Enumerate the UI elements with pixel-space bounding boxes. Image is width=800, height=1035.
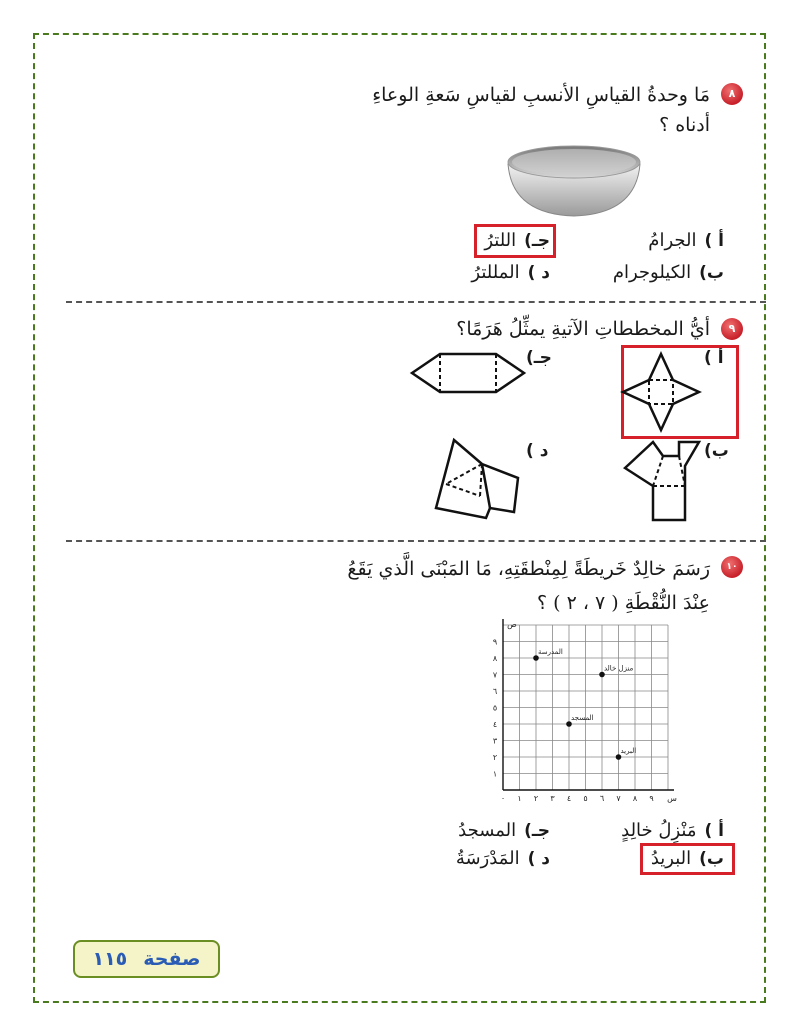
q10-option-b[interactable] (651, 845, 724, 873)
map-point-label: المسجد (571, 714, 594, 722)
hexagonal-prism-net (410, 348, 526, 398)
q8-answer-highlight (474, 224, 556, 258)
triangular-prism-net (434, 438, 520, 522)
y-tick-label: ٨ (492, 654, 498, 663)
y-tick-label: ٢ (492, 753, 498, 762)
q8-option-a-text: الجرامُ (648, 230, 697, 251)
y-axis-label: ص (507, 620, 517, 629)
question-10-line1: رَسَمَ خالِدٌ خَريطَةً لِمِنْطقَتِهِ، مَا المَبْنَى الَّذي يَقَعُ (347, 558, 710, 580)
question-10-line2: عِنْدَ النُّقْطَةِ ( ٧ ، ٢ ) ؟ (537, 592, 710, 614)
map-point-label: المدرسة (538, 648, 563, 656)
q8-option-c-text: اللترُ (484, 230, 517, 251)
q8-option-a-letter: أ ) (704, 231, 724, 251)
separator-2 (66, 540, 766, 542)
bowl-image (504, 140, 644, 220)
q10-option-d-letter: د ) (527, 849, 550, 869)
x-tick-label: ٩ (649, 794, 654, 803)
q10-option-a-letter: أ ) (704, 821, 724, 841)
q8-option-d-text: المللترُ (471, 262, 520, 283)
q10-option-b-text: البريدُ (650, 848, 692, 869)
x-tick-label: ٤ (566, 794, 572, 803)
q8-option-b-text: الكيلوجرام (612, 262, 692, 283)
question-8-badge: ٨ (721, 83, 743, 105)
y-tick-label: ٦ (492, 687, 498, 696)
x-tick-label: ٣ (550, 794, 555, 803)
question-8-text (290, 80, 710, 140)
triangular-pyramid-net (623, 440, 703, 522)
separator-1 (66, 301, 766, 303)
q10-option-a-text: مَنْزِلُ خالِدٍ (621, 820, 697, 841)
q10-option-b-letter: ب) (699, 849, 724, 869)
map-point (566, 721, 572, 727)
x-tick-label: ١ (517, 794, 522, 803)
map-point (599, 672, 605, 678)
map-point (616, 754, 622, 760)
q8-option-d[interactable] (471, 259, 550, 287)
x-tick-label: ٥ (583, 794, 588, 803)
x-tick-label: ٠ (500, 794, 506, 803)
y-tick-label: ٧ (492, 670, 498, 680)
q9-label-b: ب) (704, 441, 729, 461)
question-9-badge: ٩ (721, 318, 743, 340)
q8-option-a[interactable] (648, 227, 724, 255)
x-tick-label: ٧ (616, 794, 621, 803)
coordinate-grid-map (473, 615, 677, 815)
y-tick-label: ٣ (492, 736, 498, 746)
x-tick-label: ٢ (533, 794, 539, 803)
q10-option-c[interactable] (458, 817, 550, 845)
question-10-text (270, 552, 710, 620)
q10-option-a[interactable] (621, 817, 724, 845)
q10-option-c-letter: جـ) (524, 821, 550, 841)
q9-label-a: أ ) (704, 348, 724, 368)
page-number-badge (73, 940, 220, 978)
x-tick-label: ٦ (599, 794, 605, 803)
q10-option-d[interactable] (456, 845, 550, 873)
q8-option-b[interactable] (613, 259, 724, 287)
q10-option-c-text: المسجدُ (458, 820, 517, 841)
question-8-line2: أدناه ؟ (659, 114, 710, 136)
y-tick-label: ١ (492, 769, 498, 779)
pyramid-net (621, 352, 701, 432)
x-axis-label: س (667, 794, 677, 803)
y-tick-label: ٥ (492, 703, 498, 713)
q8-option-c-letter: جـ) (524, 231, 550, 251)
q9-label-c: جـ) (526, 348, 552, 368)
page-label: صفحة (143, 948, 201, 970)
q8-option-d-letter: د ) (527, 263, 550, 283)
y-tick-label: ٤ (492, 720, 498, 729)
map-point-label: منزل خالد (604, 664, 634, 673)
map-point (533, 655, 539, 661)
question-8-line1: مَا وحدةُ القياسِ الأنسبِ لقياسِ سَعةِ الوعاءِ (372, 84, 710, 106)
x-tick-label: ٨ (632, 794, 638, 803)
q10-option-d-text: المَدْرَسَةُ (455, 848, 520, 869)
q8-option-b-letter: ب) (699, 263, 724, 283)
q9-label-d: د ) (526, 441, 549, 461)
question-10-badge: ١٠ (721, 556, 743, 578)
y-tick-label: ٩ (492, 637, 498, 647)
page-number: ١١٥ (92, 948, 128, 970)
map-point-label: البريد (620, 747, 637, 755)
question-9-text: أيُّ المخططاتِ الآتيةِ يمثِّلُ هَرَمًا؟ (456, 318, 710, 340)
